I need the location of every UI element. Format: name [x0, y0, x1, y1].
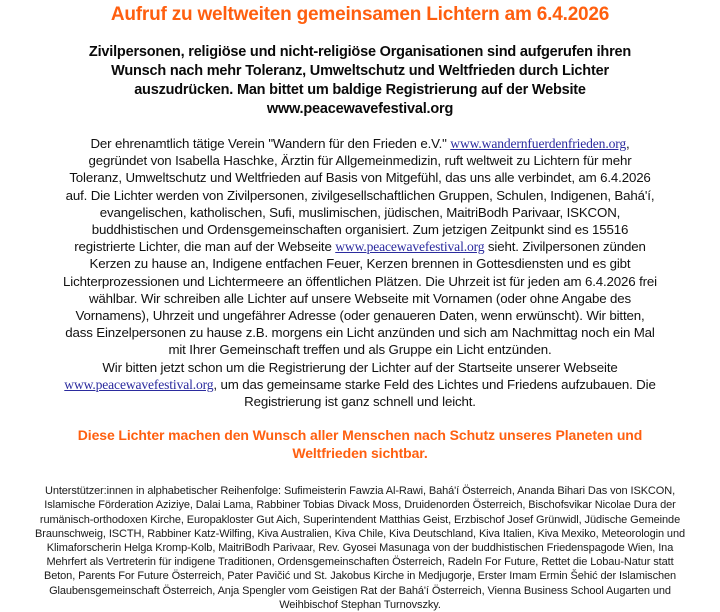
announcement-page	[0, 4, 720, 611]
body-text-segment-4: Wir bitten jetzt schon um die Registrierung der Lichter auf der Startseite unserer Webseite	[102, 359, 618, 375]
body-copy	[62, 135, 658, 410]
link-peacewavefestival-2[interactable]: www.peacewavefestival.org	[64, 376, 214, 392]
link-peacewavefestival-1[interactable]: www.peacewavefestival.org	[335, 239, 485, 255]
emphasis-statement: Diese Lichter machen den Wunsch aller Menschen nach Schutz unseres Planeten und Weltfrieden sichtbar.	[77, 427, 643, 462]
body-text-segment-3: sieht. Zivilpersonen zünden Kerzen zu hause an, Indigene entfachen Feuer, Kerzen brennen in Gottesdiensten und es gibt Lichterprozessionen und Lichtermeere an öffentlichen Plätzen. Die Uhrzeit ist für jeden am 6.4.2026 frei wählbar. Wir schreiben alle Lichter auf unsere Webseite mit Vornamen (oder ohne Angabe des Vornamens), Uhrzeit und ungefährer Adresse (oder genaueren Daten, wenn erwünscht). Wir bitten, dass Einzelpersonen zu hause z.B. morgens ein Licht anzünden und sich am Nachmittag noch ein Mal mit Ihrer Gemeinschaft treffen und als Gruppe ein Licht entzünden.	[63, 239, 657, 358]
link-wandernfuerdenfrieden[interactable]: www.wandernfuerdenfrieden.org	[450, 136, 626, 151]
body-paragraph-2	[62, 359, 658, 411]
body-text-segment-1: Der ehrenamtlich tätige Verein "Wandern für den Frieden e.V."	[90, 136, 451, 151]
lead-paragraph: Zivilpersonen, religiöse und nicht-religiöse Organisationen sind aufgerufen ihren Wunsch nach mehr Toleranz, Umweltschutz und Weltfrieden durch Lichter auszudrücken. Man bittet um baldige Registrierung auf der Website www.peacewavefestival.org	[88, 44, 632, 117]
body-paragraph-1	[62, 135, 658, 359]
body-text-segment-2: , gegründet von Isabella Haschke, Ärztin für Allgemeinmedizin, ruft weltweit zu Lichtern für mehr Toleranz, Umweltschutz und Weltfrieden auf Basis von Mitgefühl, das uns alle verbindet, am 6.4.2026 auf. Die Lichter werden von Zivilpersonen, zivilgesellschaftlichen Gruppen, Schulen, Indigenen, Bahá'í, evangelischen, katholischen, Sufi, muslimischen, jüdischen, MaitriBodh Parivaar, ISKCON, buddhistischen und Ordensgemeinschaften organisiert. Zum jetzigen Zeitpunkt sind es 15516 registrierte Lichter, die man auf der Webseite	[65, 136, 655, 255]
supporters-list: Unterstützer:innen in alphabetischer Reihenfolge: Sufimeisterin Fawzia Al-Rawi, Bahá'í Österreich, Ananda Bihari Das von ISKCON, Islamische Förderation Aziziye, Dalai Lama, Rabbiner Tobias Divack Moss, Druidenorden Österreich, Bischofsvikar Nicolae Dura der rumänisch-orthodoxen Kirche, Europakloster Gut Aich, Superintendent Matthias Geist, Erzbischof Josef Grünwidl, Jüdische Gemeinde Braunschweig, ISCTH, Rabbiner Katz-Wilfing, Kiva Australien, Kiva Chile, Kiva Deutschland, Kiva Italien, Kiva Mexiko, Meteorologin und Klimaforscherin Helga Kromp-Kolb, MaitriBodh Parivaar, Rev. Gyosei Masunaga von der buddhistischen Friedenspagode Wien, Ina Mehrfert als Vertreterin für indigene Traditionen, Ordensgemeinschaften Österreich, Radeln For Future, Rettet die Lobau-Natur statt Beton, Parents For Future Österreich, Pater Pavičić und St. Jakobus Kirche in Medjugorje, Erster Imam Ermin Šehić der Islamischen Glaubensgemeinschaft Österreich, Anja Spengler vom Geistigen Rat der Bahá'í Österreich, Vienna Business School Augarten und Weihbischof Stephan Turnovszky.	[35, 485, 685, 611]
body-text-segment-5: , um das gemeinsame starke Feld des Lichtes und Friedens aufzubauen. Die Registrierung ist ganz schnell und leicht.	[213, 376, 656, 410]
page-title: Aufruf zu weltweiten gemeinsamen Lichtern am 6.4.2026	[110, 4, 610, 25]
